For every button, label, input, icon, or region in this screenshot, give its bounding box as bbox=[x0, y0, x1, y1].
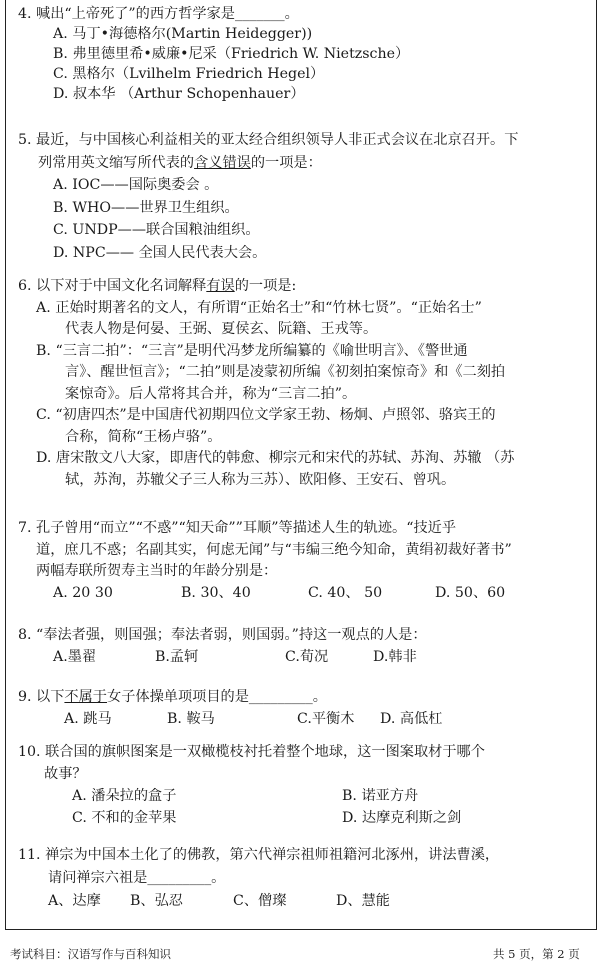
question-stem: 5. 最近，与中国核心利益相关的亚太经合组织领导人非正式会议在北京召开。下 bbox=[18, 132, 519, 148]
question-stem-cont: 两幅寿联所贺寿主当时的年龄分别是： bbox=[36, 563, 278, 579]
question-stem: 11. 禅宗为中国本土化了的佛教，第六代禅宗祖师祖籍河北涿州，讲法曹溪， bbox=[18, 847, 500, 863]
option-b: B.孟轲 bbox=[155, 649, 199, 665]
option-a: A. 跳马 bbox=[64, 711, 112, 727]
emphasis-underline: 含义错误 bbox=[194, 154, 251, 171]
options-row bbox=[18, 583, 597, 605]
question-stem-cont: 列常用英文缩写所代表的含义错误的一项是： bbox=[38, 154, 322, 171]
option-a: A. IOC——国际奥委会 。 bbox=[53, 177, 219, 193]
question-5 bbox=[18, 129, 597, 264]
question-stem: 6. 以下对于中国文化名词解释有误的一项是: bbox=[18, 278, 297, 294]
option-c: C. “初唐四杰”是中国唐代初期四位文学家王勃、杨炯、卢照邻、骆宾王的 合称，简称“王杨卢骆”。 bbox=[36, 407, 496, 445]
options-row bbox=[18, 785, 597, 807]
question-6 bbox=[18, 276, 597, 491]
option-c: C.平衡木 bbox=[297, 711, 355, 727]
options-row bbox=[18, 890, 597, 913]
option-a: A. 马丁•海德格尔(Martin Heidegger)) bbox=[53, 26, 313, 42]
option-a: A. 潘朵拉的盒子 bbox=[72, 788, 177, 804]
option-b: B、弘忍 bbox=[130, 893, 183, 909]
option-c: C. 不和的金苹果 bbox=[72, 810, 177, 826]
option-c: C. UNDP——联合国粮油组织。 bbox=[53, 222, 260, 238]
option-b: B. 鞍马 bbox=[167, 711, 215, 727]
question-9 bbox=[18, 686, 597, 730]
option-d: D. NPC—— 全国人民代表大会。 bbox=[53, 244, 267, 261]
option-a: A、达摩 bbox=[48, 893, 101, 909]
option-b: B. WHO——世界卫生组织。 bbox=[53, 199, 239, 216]
emphasis-underline: 不属于 bbox=[64, 689, 107, 705]
question-stem: 8. “奉法者强，则国强；奉法者弱，则国弱。”持这一观点的人是： bbox=[18, 627, 427, 643]
footer-subject: 考试科目：汉语写作与百科知识 bbox=[10, 947, 171, 961]
emphasis-underline: 有误 bbox=[206, 278, 235, 294]
options-row bbox=[18, 708, 597, 730]
question-stem: 7. 孔子曾用“而立”“不惑”“知天命””耳顺”等描述人生的轨迹。“技近乎 bbox=[18, 520, 457, 536]
question-11 bbox=[18, 844, 597, 913]
question-stem-cont: 请问禅宗六祖是_________。 bbox=[48, 870, 226, 886]
question-stem: 4. 喊出“上帝死了”的西方哲学家是_______。 bbox=[18, 6, 299, 22]
question-8 bbox=[18, 624, 597, 668]
options-row bbox=[18, 646, 597, 668]
option-c: C. 40、 50 bbox=[308, 584, 383, 601]
option-c: C.荀况 bbox=[285, 649, 329, 665]
question-stem: 10. 联合国的旗帜图案是一双橄榄枝衬托着整个地球，这一图案取材于哪个 bbox=[18, 744, 485, 760]
option-b: B. 30、40 bbox=[181, 584, 251, 601]
option-c: C. 黑格尔（Lvilhelm Friedrich Hegel） bbox=[53, 66, 325, 82]
option-d: D. 达摩克利斯之剑 bbox=[342, 810, 462, 826]
question-4 bbox=[18, 4, 597, 104]
option-a: A. 20 30 bbox=[53, 584, 113, 601]
option-b: B. 弗里德里希•威廉•尼采（Friedrich W. Nietzsche） bbox=[53, 46, 410, 62]
question-stem-cont: 道，庶几不惑；名副其实，何虑无闻”与“韦编三绝今知命，黄绢初裁好著书” bbox=[36, 541, 512, 558]
question-stem-cont: 故事？ bbox=[44, 766, 87, 782]
option-d: D. 叔本华 （Arthur Schopenhauer） bbox=[53, 86, 305, 102]
footer-page-number: 共 5 页，第 2 页 bbox=[493, 947, 580, 961]
options-row bbox=[18, 807, 597, 829]
option-d: D. 50、60 bbox=[435, 584, 506, 601]
option-a: A. 正始时期著名的文人，有所谓“正始名士”和“竹林七贤”。“正始名士” 代表人物是何晏、王弼、夏侯玄、阮籍、王戎等。 bbox=[36, 299, 482, 337]
option-b: B. “三言二拍”：“三言”是明代冯梦龙所编纂的《喻世明言》、《警世通 言》、醒世恒言》；“二拍”则是凌蒙初所编《初刻拍案惊奇》和《二刻拍 案惊奇》。后人常将其合并，称为“三言二拍”。 bbox=[36, 342, 506, 402]
option-b: B. 诺亚方舟 bbox=[342, 788, 419, 804]
question-stem: 9. 以下不属于女子体操单项项目的是_________。 bbox=[18, 689, 327, 705]
option-d: D. 唐宋散文八大家，即唐代的韩愈、柳宗元和宋代的苏轼、苏洵、苏辙 （苏 轼，苏洵，苏辙父子三人称为三苏）、欧阳修、王安石、曾巩。 bbox=[36, 450, 515, 488]
option-d: D. 高低杠 bbox=[380, 711, 443, 727]
option-a: A.墨翟 bbox=[53, 649, 97, 665]
question-7 bbox=[18, 518, 597, 604]
option-d: D、慧能 bbox=[336, 893, 390, 909]
question-10 bbox=[18, 741, 597, 829]
option-d: D.韩非 bbox=[373, 649, 417, 665]
option-c: C、僧璨 bbox=[233, 893, 287, 909]
